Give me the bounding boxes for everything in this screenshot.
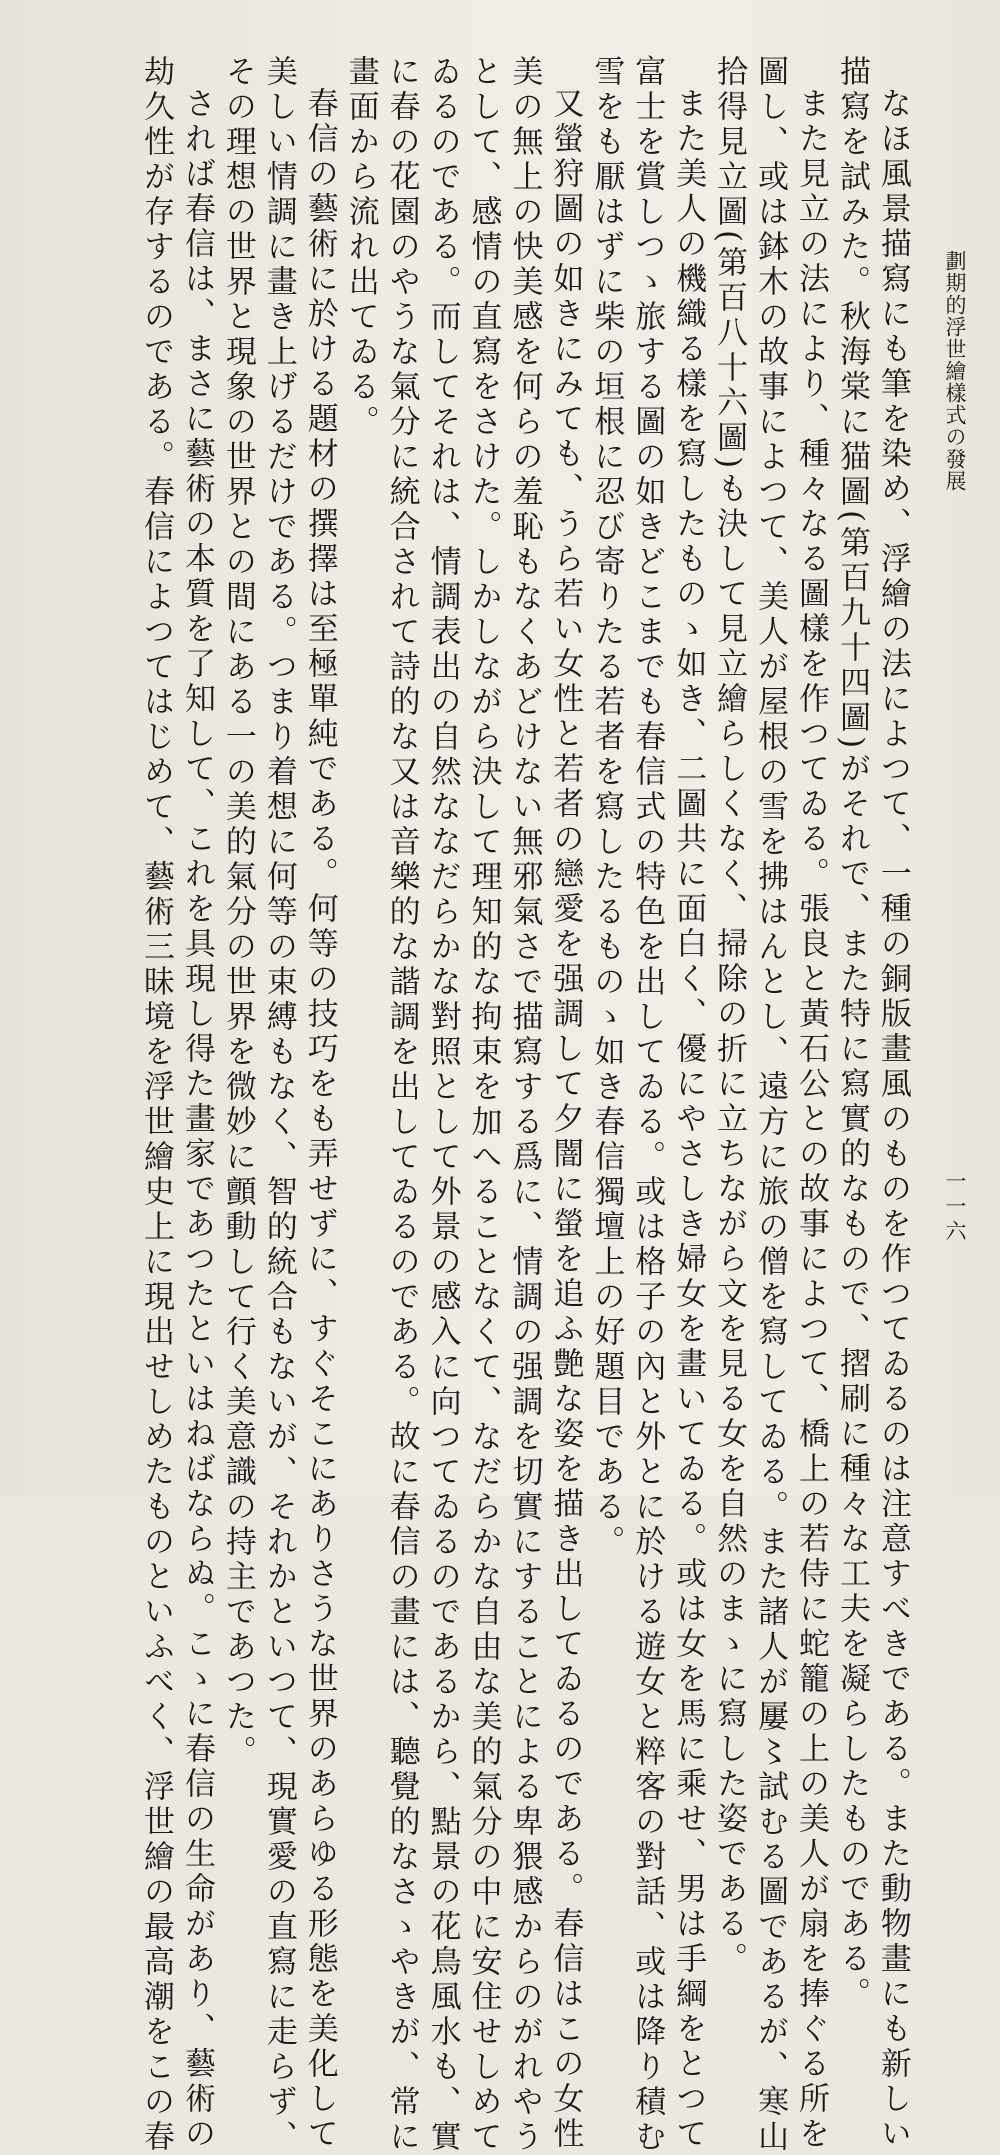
running-header: 劃期的浮世繪樣式の發展 [943, 250, 967, 492]
text-column: また見立の法により、種々なる圖樣を作つてゐる。張良と黃石公との故事によつて、橋上の若侍に蛇籠の上の美人が扇を捧ぐる所を [793, 87, 829, 2152]
text-column: 美の無上の快美感を何らの羞恥もなくあどけない無邪氣さで描寫する爲に、情調の强調を切實にすることによる卑猥感からのがれやう [506, 55, 543, 2155]
text-column: 雪をも厭はずに柴の垣根に忍び寄りたる若者を寫したるものゝ如き春信獨壇上の好題目である。 [588, 55, 625, 1560]
text-column: 拾得見立圖(第百八十六圖)も決して見立繪らしくなく、掃除の折に立ちながら文を見る女を自然のまゝに寫した姿である。 [711, 55, 748, 1978]
text-column: 美しい情調に畫き上げるだけである。つまり着想に何等の束縛もなく、智的統合もないが、それかといつて、現實愛の直寫に走らず、 [260, 55, 297, 2155]
page-number: 一一六 [943, 1170, 967, 1245]
text-column: 圖し、或は鉢木の故事によつて、美人が屋根の雪を拂はんとし、遠方に旅の僧を寫してゐる。また諸人が屢〻試むる圖であるが、寒山 [752, 55, 789, 2155]
text-column: ゐるのである。而してそれは、情調表出の自然ななだらかな對照として外景の感入に向つてゐるのであるから、點景の花鳥風水も、實 [424, 55, 461, 2155]
text-column: 又螢狩圖の如きにみても、うら若い女性と若者の戀愛を强調して夕闇に螢を追ふ艶な姿を描き出してゐるのである。春信はこの女性 [547, 87, 584, 2152]
text-column: として、感情の直寫をさけた。しかしながら決して理知的な拘束を加へることなくて、なだらかな自由な美的氣分の中に安住せしめて [465, 55, 502, 2155]
text-column: 畫面から流れ出てゐる。 [342, 55, 379, 440]
text-column: 描寫を試みた。秋海棠に猫圖(第百九十四圖)がそれで、また特に寫實的なもので、摺刷に種々な工夫を凝らしたものである。 [833, 55, 870, 2013]
text-column: 富士を賞しつゝ旅する圖の如きどこまでも春信式の特色を出してゐる。或は格子の內と外とに於ける遊女と粹客の對話、或は降り積む [629, 55, 666, 2155]
text-column: されば春信は、まさに藝術の本質を了知して、これを具現し得た畫家であつたといはねばならぬ。こゝに春信の生命があり、藝術の [178, 87, 215, 2152]
text-column: その理想の世界と現象の世界との間にある一の美的氣分の世界を微妙に顫動して行く美意識の持主であつた。 [219, 55, 256, 1770]
text-column: なほ風景描寫にも筆を染め、浮繪の法によつて、一種の銅版畫風のものを作つてゐるのは注意すべきである。また動物畫にも新しい [874, 87, 911, 2152]
text-column: 春信の藝術に於ける題材の撰擇は至極單純である。何等の技巧をも弄せずに、すぐそこにありさうな世界のあらゆる形態を美化して [301, 87, 338, 2152]
vertical-body-text [138, 55, 911, 2155]
text-column: に春の花園のやうな氣分に統合されて詩的な又は音樂的な諧調を出してゐるのである。故に春信の畫には、聽覺的なさゝやきが、常に [383, 55, 420, 2155]
text-column: また美人の機織る樣を寫したものゝ如き、二圖共に面白く、優にやさしき婦女を畫いてゐる。或は女を馬に乘せ、男は手綱をとつて [670, 87, 707, 2152]
text-column: 劫久性が存するのである。春信によつてはじめて、藝術三昧境を浮世繪史上に現出せしめたものといふべく、浮世繪の最高潮をこの春 [138, 55, 174, 2155]
